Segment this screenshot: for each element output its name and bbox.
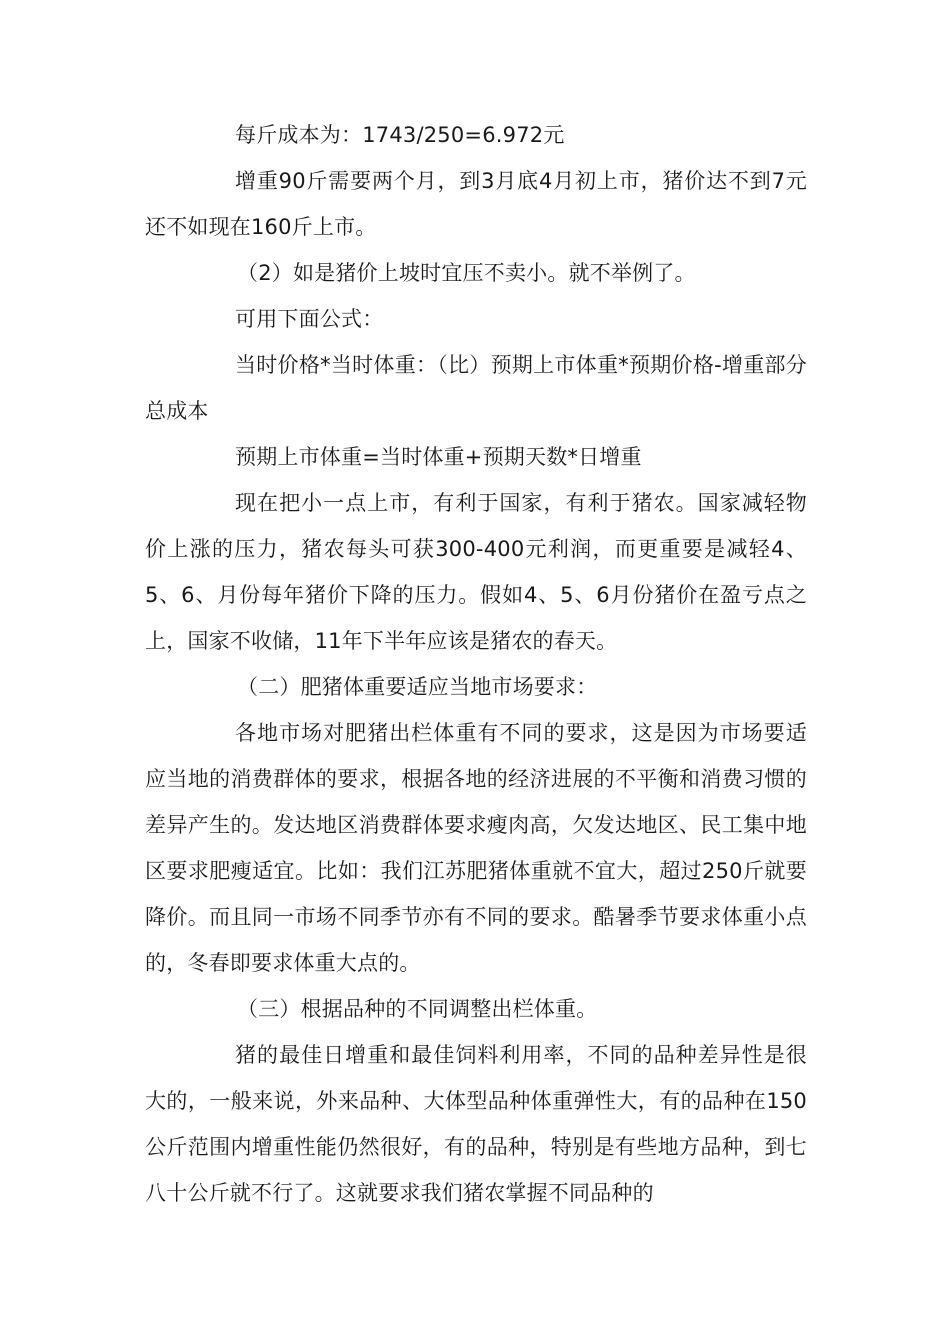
paragraph-formula-ratio: 当时价格*当时体重：（比）预期上市体重*预期价格-增重部分总成本 (145, 353, 807, 423)
section-heading-breed-adjustment: （三）根据品种的不同调整出栏体重。 (237, 997, 598, 1021)
paragraph-formula-intro: 可用下面公式： (235, 307, 384, 331)
paragraph-breed-differences: 猪的最佳日增重和最佳饲料利用率，不同的品种差异性是很大的，一般来说，外来品种、大体型品种体重弹性大，有的品种在150公斤范围内增重性能仍然很好，有的品种，特别是有些地方品种，到七八十公斤就不行了。这就要求我们猪农掌握不同品种的 (145, 1043, 807, 1205)
paragraph-weight-gain: 增重90斤需要两个月，到3月底4月初上市，猪价达不到7元还不如现在160斤上市。 (145, 169, 807, 239)
paragraph-early-market: 现在把小一点上市，有利于国家，有利于猪农。国家减轻物价上涨的压力，猪农每头可获300-400元利润，而更重要是减轻4、5、6、月份每年猪价下降的压力。假如4、5、6月份猪价在盈亏点之上，国家不收储，11年下半年应该是猪农的春天。 (145, 491, 807, 653)
paragraph-cost-per-jin: 每斤成本为：1743/250=6.972元 (235, 123, 565, 147)
document-body (145, 112, 807, 1216)
section-heading-market-requirements: （二）肥猪体重要适应当地市场要求： (237, 675, 598, 699)
paragraph-market-requirements: 各地市场对肥猪出栏体重有不同的要求，这是因为市场要适应当地的消费群体的要求，根据各地的经济进展的不平衡和消费习惯的差异产生的。发达地区消费群体要求瘦肉高，欠发达地区、民工集中地区要求肥瘦适宜。比如：我们江苏肥猪体重就不宜大，超过250斤就要降价。而且同一市场不同季节亦有不同的要求。酷暑季节要求体重小点的，冬春即要求体重大点的。 (145, 721, 807, 975)
paragraph-formula-weight: 预期上市体重=当时体重+预期天数*日增重 (235, 445, 642, 469)
paragraph-price-uptrend: （2）如是猪价上坡时宜压不卖小。就不举例了。 (237, 261, 696, 285)
